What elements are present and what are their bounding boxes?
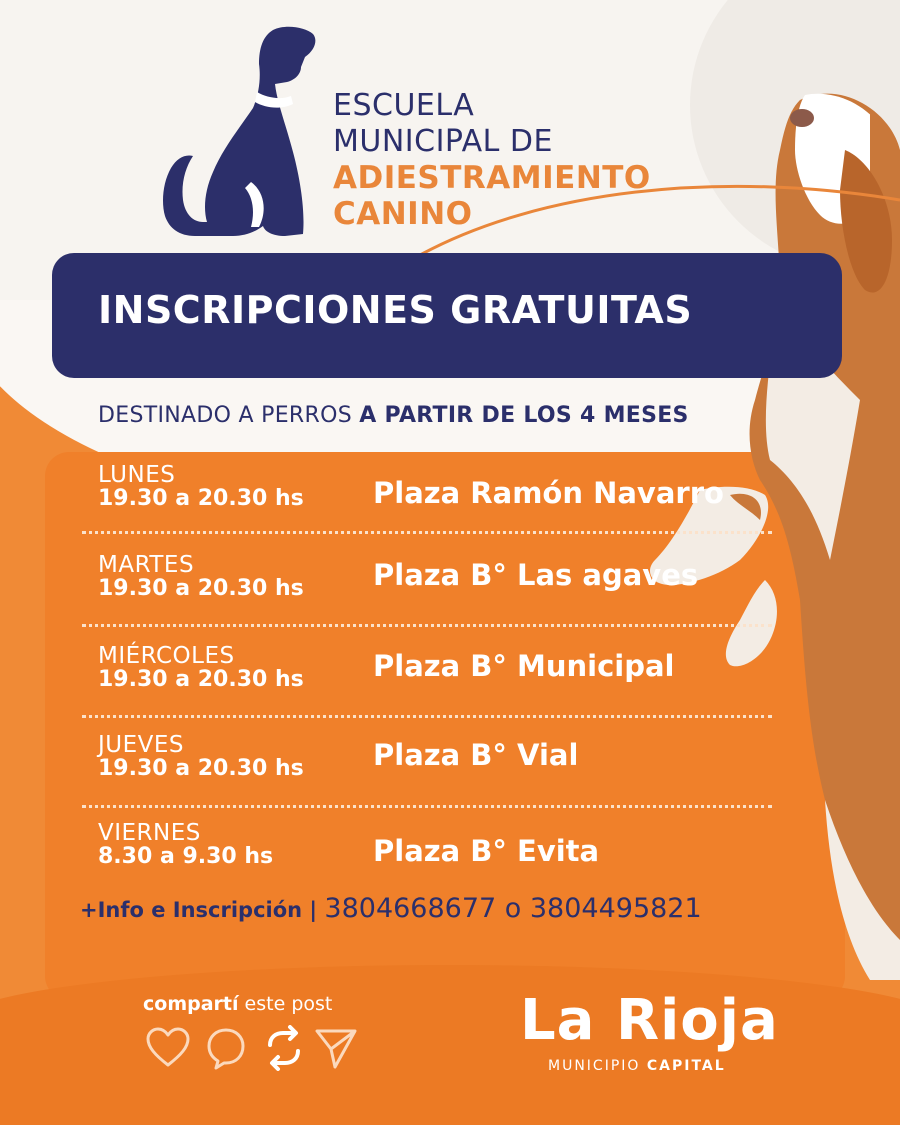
divider [82, 531, 772, 534]
row-place: Plaza Ramón Navarro [373, 476, 724, 510]
row-place: Plaza B° Municipal [373, 649, 675, 683]
row-time: 19.30 a 20.30 hs [98, 667, 304, 692]
title-line-1: ESCUELA [333, 88, 475, 123]
brand-sub-regular: MUNICIPIO [548, 1058, 647, 1074]
dog-logo-icon [155, 22, 325, 242]
share-caption [143, 993, 332, 1015]
row-time: 8.30 a 9.30 hs [98, 844, 274, 869]
schedule-row-2 [98, 552, 778, 622]
title-line-2: MUNICIPAL DE [333, 124, 553, 159]
row-place: Plaza B° Evita [373, 834, 600, 868]
send-icon[interactable] [313, 1025, 359, 1071]
row-day: JUEVES [98, 732, 185, 758]
schedule-row-4 [98, 732, 778, 802]
row-time: 19.30 a 20.30 hs [98, 576, 304, 601]
share-bold: compartí [143, 993, 239, 1015]
row-time: 19.30 a 20.30 hs [98, 486, 304, 511]
schedule-row-3 [98, 643, 778, 713]
row-place: Plaza B° Las agaves [373, 558, 699, 592]
divider [82, 805, 772, 808]
contact-info [80, 893, 702, 924]
contact-label: +Info e Inscripción | [80, 898, 325, 922]
title-line-4: CANINO [333, 196, 473, 232]
decorative-swoosh [420, 170, 900, 260]
divider [82, 715, 772, 718]
schedule-row-5 [98, 820, 778, 890]
row-day: LUNES [98, 462, 176, 488]
row-day: MIÉRCOLES [98, 643, 235, 669]
contact-phones[interactable]: 3804668677 o 3804495821 [324, 893, 702, 924]
row-day: VIERNES [98, 820, 201, 846]
row-day: MARTES [98, 552, 195, 578]
comment-icon[interactable] [203, 1025, 249, 1071]
repost-icon[interactable] [261, 1025, 307, 1071]
divider [82, 624, 772, 627]
banner-title: INSCRIPCIONES GRATUITAS [98, 288, 693, 332]
share-rest: este post [238, 993, 333, 1015]
share-icons [145, 1025, 360, 1075]
schedule-row-1 [98, 462, 778, 532]
target-audience [98, 403, 689, 428]
brand-logo: La Rioja [520, 988, 779, 1053]
heart-icon[interactable] [145, 1025, 191, 1071]
brand-subtitle [548, 1058, 726, 1074]
brand-sub-bold: CAPITAL [646, 1058, 726, 1074]
target-highlight: A PARTIR DE LOS 4 MESES [359, 403, 689, 428]
row-time: 19.30 a 20.30 hs [98, 756, 304, 781]
target-prefix: DESTINADO A PERROS [98, 403, 360, 428]
title-line-3: ADIESTRAMIENTO [333, 160, 651, 196]
row-place: Plaza B° Vial [373, 738, 579, 772]
